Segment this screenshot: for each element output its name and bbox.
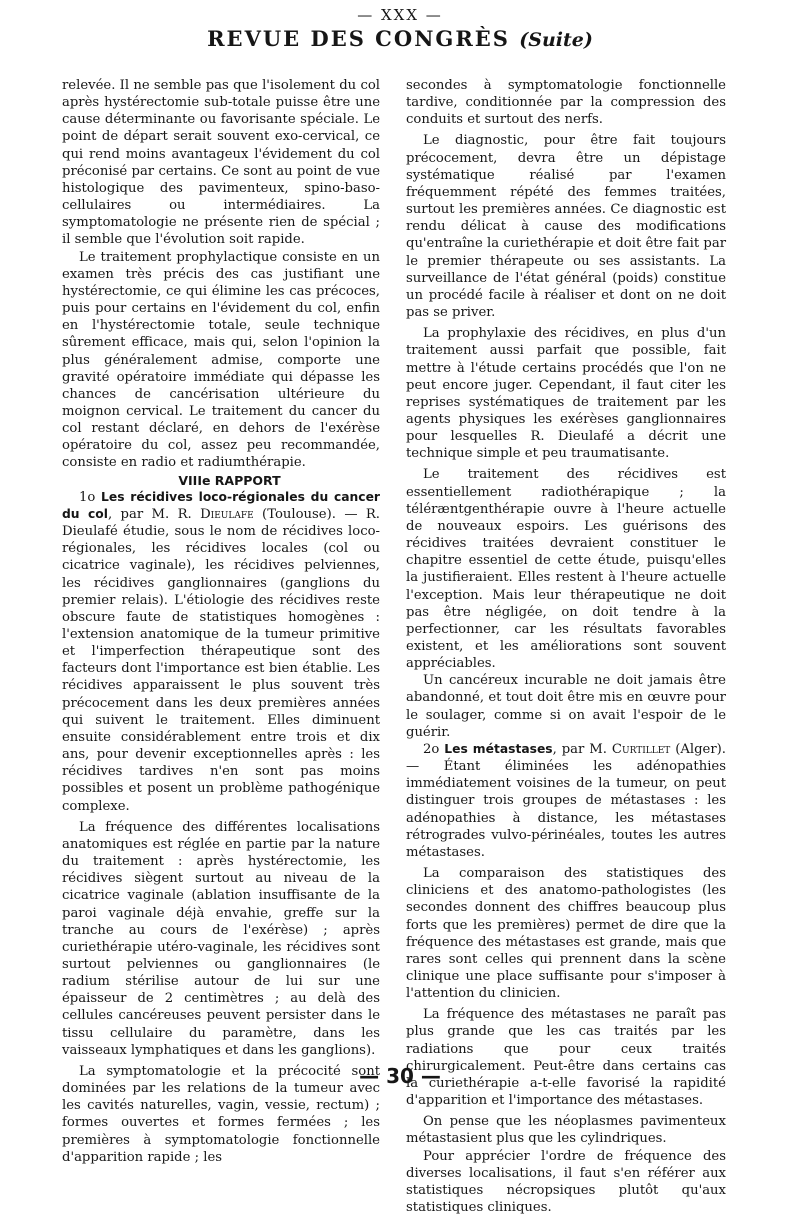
header-suite: (Suite) — [519, 29, 593, 51]
page-header — [0, 26, 800, 51]
left-paragraph-2: Le traitement prophylactique consiste en un examen très précis des cas justifiant une hystérectomie, ce qui élimine les cas précoces, puis pour certains en l'évidement du col, enfin en l'hystérectomie totale, seule technique sûrement efficace, mais qui, selon l'opinion la plus généralement admise, comporte une gravité opératoire immédiate qui dépasse les chances de cancérisation ultérieure du moignon cervical. Le traitement du cancer du col restant déclaré, en dehors de l'exérèse opératoire du col, assez peu recommandée, consiste en radio et radiumthérapie. — [62, 249, 380, 471]
right-paragraph-2: Le diagnostic, pour être fait toujours précocement, devra être un dépistage systématique réalisé par l'examen fréquemment répété des femmes traitées, surtout les premières années. Ce diagnostic est rendu délicat à cause des modifications qu'entraîne la curiethérapie et doit être fait par le premier thérapeute ou ses assistants. La surveillance de l'état général (poids) constitue un procédé facile à réaliser et dont on ne doit pas se priver. — [406, 133, 726, 321]
left-paragraph-1: relevée. Il ne semble pas que l'isolement du col après hystérectomie sub-totale puisse être une cause déterminante ou favorisante spéciale. Le point de départ serait souvent exo-cervical, ce qui rend moins avantageux l'évidement du col préconisé par certains. Ce sont au point de vue histologique des pavimenteux, spino-baso-cellulaires ou intermédiaires. La symptomatologie ne présente rien de spécial ; il semble que l'évolution soit rapide. — [62, 78, 380, 248]
right-paragraph-7: La comparaison des statistiques des cliniciens et des anatomo-pathologistes (les secondes donnent des chiffres beaucoup plus forts que les premières) permet de dire que la fréquence des métastases est grande, mais que rares sont celles qui prennent dans la scène clinique une place suffisante pour s'imposer à l'attention du clinicien. — [406, 866, 726, 1002]
left-paragraph-3 — [62, 489, 380, 815]
right-paragraph-10: Pour apprécier l'ordre de fréquence des diverses localisations, il faut s'en référer aux statistiques nécropsiques plutôt qu'aux statistiques cliniques. — [406, 1148, 726, 1215]
author-prefix: , par M. R. — [107, 506, 201, 522]
right-paragraph-3: La prophylaxie des récidives, en plus d'un traitement aussi parfait que possible, fait mettre à l'étude certains procédés que l'on ne peut encore juger. Cependant, il faut citer les reprises systématiques de traitement par les agents physiques les exérèses ganglionnaires pour lesquelles R. Dieulafé a décrit une technique simple et peu traumatisante. — [406, 326, 726, 462]
right-paragraph-4: Le traitement des récidives est essentiellement radiothérapique ; la téléræntgenthérapie ouvre à l'heure actuelle de nouveaux espoirs. Les guérisons des récidives traitées devraient constituer le chapitre essentiel de cette étude, puisqu'elles la justifieraient. Elles restent à l'heure actuelle l'exception. Mais leur thérapeutique ne doit pas être négligée, on doit tendre à la perfectionner, car les résultats favorables existent, et les améliorations sont souvent appréciables. — [406, 467, 726, 672]
section-title-metastases: Les métastases — [444, 741, 553, 756]
left-paragraph-4: La fréquence des différentes localisations anatomiques est réglée en partie par la nature du traitement : après hystérectomie, les récidives siègent surtout au niveau de la cicatrice vaginale (ablation insuffisante de la paroi vaginale déjà envahie, greffe sur la tranche au cours de l'exérèse) ; après curiethérapie utéro-vaginale, les récidives sont surtout pelviennes ou ganglionnaires (le radium stérilise autour de lui sur une épaisseur de 2 centimètres ; au delà des cellules cancéreuses peuvent persister dans le tissu cellulaire du paramètre, dans les vaisseaux lymphatiques et dans les ganglions). — [62, 819, 380, 1058]
bottom-folio: — 30 — — [359, 1064, 441, 1088]
left-paragraph-3-body: (Toulouse). — R. Dieulafé étudie, sous le nom de récidives loco-régionales, les récidives locales (col ou cicatrice vaginale), les récidives pelviennes, les récidives ganglionnaires (ganglions du premier relais). L'étiologie des récidives reste obscure faute de statistiques homogènes : l'extension anatomique de la tumeur primitive et l'imperfection thérapeutique sont des facteurs dont l'importance est bien établie. Les récidives apparaissent le plus souvent très précocement dans les deux premières années qui suivent le traitement. Elles diminuent ensuite considérablement entre trois et dix ans, pour devenir exceptionnelles après : les récidives tardives n'en sont pas moins possibles et posent un problème pathogénique complexe. — [62, 506, 381, 814]
right-paragraph-9: On pense que les néoplasmes pavimenteux métastasient plus que les cylindriques. — [406, 1114, 726, 1147]
right-paragraph-8: La fréquence des métastases ne paraît pas plus grande que les cas traités par les radiations que pour ceux traités chirurgicalement. Peut-être dans certains cas la curiethérapie a-t-elle favorisé la rapidité d'apparition et l'importance des métastases. — [406, 1007, 726, 1109]
author-curtillet: Curtillet — [611, 741, 671, 757]
left-paragraph-5: La symptomatologie et la précocité sont dominées par les relations de la tumeur avec les cavités naturelles, vagin, vessie, rectum) ; formes ouvertes et formes fermées ; les premières à symptomatologie fonctionnelle d'apparition rapide ; les — [62, 1063, 380, 1165]
rapport-heading: VIIIe RAPPORT — [178, 472, 281, 488]
right-paragraph-5: Un cancéreux incurable ne doit jamais être abandonné, et tout doit être mis en œuvre pour le soulager, comme si on avait l'espoir de le guérir. — [406, 673, 726, 740]
top-folio: — XXX — — [357, 6, 443, 24]
right-column — [406, 77, 726, 1216]
section-number-2: 2o — [423, 741, 440, 757]
author-dieulafe: Dieulafe — [200, 506, 254, 522]
right-paragraph-6 — [406, 741, 726, 861]
right-paragraph-6-body: (Alger). — Étant éliminées les adénopathies immédiatement voisines de la tumeur, on peut distinguer trois groupes de métastases : les adénopathies à distance, les métastases rétrogrades vulvo-périnéales, toutes les autres métastases. — [406, 741, 726, 860]
section-number-1: 1o — [79, 489, 96, 505]
right-paragraph-1: secondes à symptomatologie fonctionnelle tardive, conditionnée par la compression des conduits et surtout des nerfs. — [406, 78, 726, 128]
header-title: REVUE DES CONGRÈS — [207, 26, 510, 51]
left-column — [62, 77, 380, 1166]
author-prefix-2: , par M. — [552, 741, 612, 757]
section-title-recidives: Les récidives loco-régionales du cancer du col — [62, 489, 380, 521]
